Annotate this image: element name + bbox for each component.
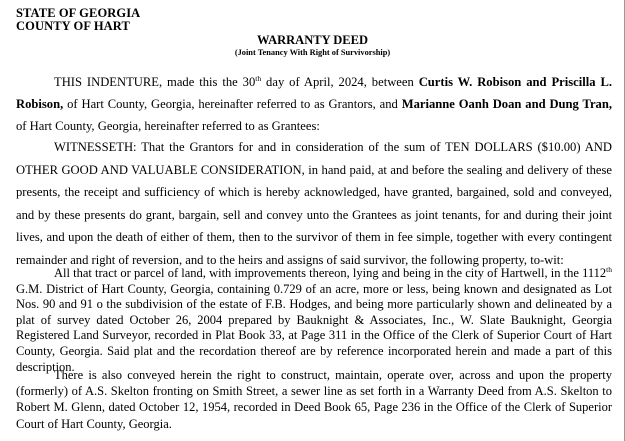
county-heading: COUNTY OF HART bbox=[16, 19, 130, 33]
indenture-text-4: of Hart County, Georgia, hereinafter referred to as Grantees: bbox=[16, 119, 320, 133]
deed-title: WARRANTY DEED bbox=[256, 33, 368, 47]
property-description-paragraph bbox=[16, 266, 612, 375]
property-text-1: All that tract or parcel of land, with improvements thereon, lying and being in the city of Hartwell, in the 1112 bbox=[54, 266, 607, 280]
indenture-text-3: of Hart County, Georgia, hereinafter referred to as Grantors, and bbox=[63, 97, 402, 111]
indenture-paragraph bbox=[16, 71, 612, 137]
district-ordinal-suffix: th bbox=[606, 265, 612, 274]
witnesseth-paragraph: WITNESSETH: That the Grantors for and in consideration of the sum of TEN DOLLARS ($10.00) AND OTHER GOOD AND VALUABLE CONSIDERATION, in hand paid, at and before the sealing and delivery of these presents, the receipt and sufficiency of which is hereby acknowledged, have granted, bargained, sold and conveyed, and by these presents do grant, bargain, sell and convey unto the Grantees as joint tenants, for and during their joint lives, and upon the death of either of them, then to the survivor of them in fee simple, together with every contingent remainder and right of reversion, and to the heirs and assigns of said survivor, the following property, to-wit: bbox=[16, 140, 612, 267]
property-text-2: G.M. District of Hart County, Georgia, containing 0.729 of an acre, more or less, being known and designated as Lot Nos. 90 and 91 o the subdivision of the estate of F.B. Hodges, and being more particularly shown and delineated by a plat of survey dated October 26, 2004 prepared by Bauknight & Associates, Inc., W. Slate Bauknight, Georgia Registered Land Surveyor, recorded in Plat Book 33, at Page 311 in the Office of the Clerk of Superior Court of Hart County, Georgia. Said plat and the recordation thereof are by reference incorporated herein and made a part of this description. bbox=[16, 281, 612, 374]
grantors-names: Curtis W. Robison and Priscilla L. Robison, bbox=[16, 75, 612, 111]
ordinal-suffix: th bbox=[255, 74, 262, 83]
deed-subtitle: (Joint Tenancy With Right of Survivorship) bbox=[234, 48, 391, 57]
sewer-easement-paragraph: There is also conveyed herein the right to construct, maintain, operate over, across and upon the property (formerly) of A.S. Skelton fronting on Smith Street, a sewer line as set forth in a Warranty Deed from A.S. Skelton to Robert M. Glenn, dated October 12, 1954, recorded in Deed Book 65, Page 236 in the Office of the Clerk of Superior Court of Hart County, Georgia. bbox=[16, 368, 612, 431]
indenture-text-2: day of April, 2024, between bbox=[261, 75, 419, 89]
state-heading: STATE OF GEORGIA bbox=[16, 6, 141, 20]
indenture-text-1: THIS INDENTURE, made this the 30 bbox=[54, 75, 256, 89]
grantees-names: Marianne Oanh Doan and Dung Tran, bbox=[401, 97, 612, 111]
